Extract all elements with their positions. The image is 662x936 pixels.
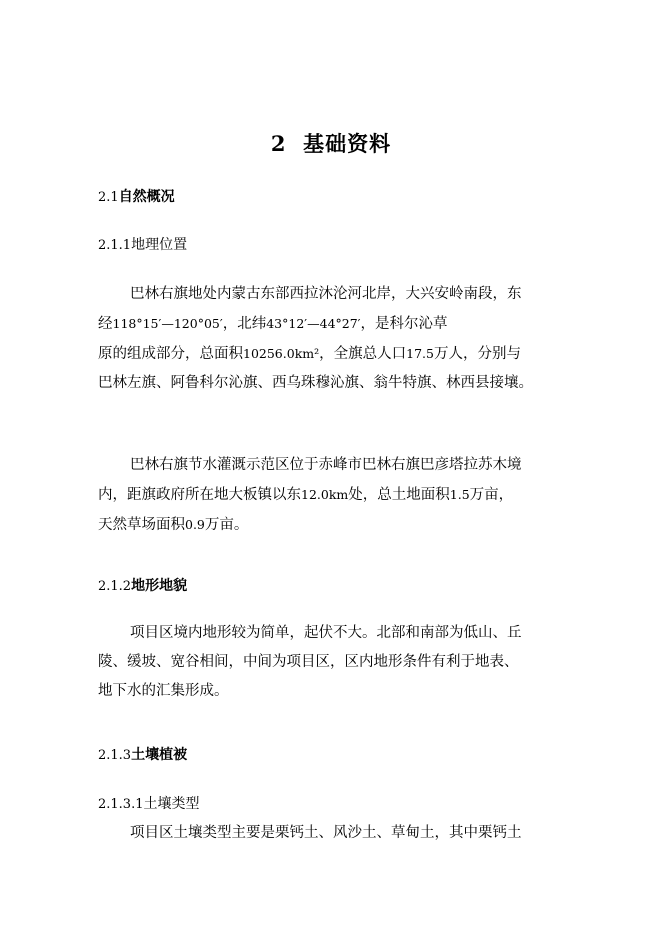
section-number: 2.1.2 (98, 579, 132, 594)
distance-value: 12.0km (301, 487, 349, 502)
section-number: 2.1 (98, 190, 119, 205)
text-run: 内，距旗政府所在地大板镇以东 (98, 487, 301, 503)
land-area-value: 1.5 (449, 487, 470, 502)
chapter-title (0, 128, 662, 158)
paragraph-line: 巴林右旗节水灌溉示范区位于赤峰市巴林右旗巴彦塔拉苏木境 (130, 457, 522, 473)
paragraph-geographic-location (98, 280, 562, 398)
text-run: ，是科尔沁草 (360, 316, 448, 332)
grassland-area-value: 0.9 (185, 517, 205, 532)
chapter-number: 2 (270, 131, 287, 156)
latitude-range: 43°12′—44°27′ (266, 316, 361, 331)
section-title: 土壤类型 (143, 796, 200, 812)
text-run: 处，总土地面积 (348, 487, 450, 503)
paragraph-soil-type (98, 819, 562, 848)
paragraph-line: 陵、缓坡、宽谷相间，中间为项目区，区内地形条件有利于地表、 (98, 654, 519, 670)
paragraph-line: 地下水的汇集形成。 (98, 683, 229, 699)
section-title: 地形地貌 (131, 578, 188, 594)
paragraph-line (98, 339, 562, 369)
paragraph-terrain (98, 619, 562, 706)
text-run: 天然草场面积 (98, 517, 185, 533)
section-title: 土壤植被 (131, 747, 188, 763)
section-heading-2-1-3 (98, 744, 187, 764)
longitude-range: 118°15′—120°05′ (112, 316, 223, 331)
paragraph-line: 巴林左旗、阿鲁科尔沁旗、西乌珠穆沁旗、翁牛特旗、林西县接壤。 (98, 375, 533, 391)
section-heading-2-1-1 (98, 234, 187, 254)
text-run: ，北纬 (222, 316, 267, 332)
section-title: 自然概况 (118, 189, 175, 205)
population-value: 17.5 (406, 346, 434, 361)
text-run: 万人，分别与 (433, 346, 521, 362)
paragraph-line: 项目区境内地形较为简单，起伏不大。北部和南部为低山、丘 (130, 625, 522, 641)
chapter-title-text: 基础资料 (303, 131, 392, 156)
section-heading-2-1-2 (98, 575, 187, 595)
paragraph-line (98, 480, 562, 510)
section-heading-2-1-3-1 (98, 793, 199, 813)
section-heading-2-1 (98, 186, 175, 206)
section-title: 地理位置 (131, 237, 188, 253)
text-run: 原的组成部分，总面积 (98, 346, 243, 362)
section-number: 2.1.1 (98, 238, 132, 253)
paragraph-line: 项目区土壤类型主要是栗钙土、风沙土、草甸土，其中栗钙土 (130, 825, 522, 841)
paragraph-line: 巴林右旗地处内蒙古东部西拉沐沦河北岸，大兴安岭南段，东 (130, 286, 522, 302)
paragraph-line (98, 510, 562, 540)
text-run: ，全旗总人口 (319, 346, 407, 362)
section-number: 2.1.3 (98, 748, 132, 763)
total-area-value: 10256.0km² (243, 346, 320, 361)
text-run: 万亩， (469, 487, 514, 503)
paragraph-demo-area (98, 451, 562, 540)
text-run: 万亩。 (204, 517, 249, 533)
section-number: 2.1.3.1 (98, 797, 144, 812)
paragraph-line (98, 309, 562, 339)
text-run: 经 (98, 316, 113, 332)
